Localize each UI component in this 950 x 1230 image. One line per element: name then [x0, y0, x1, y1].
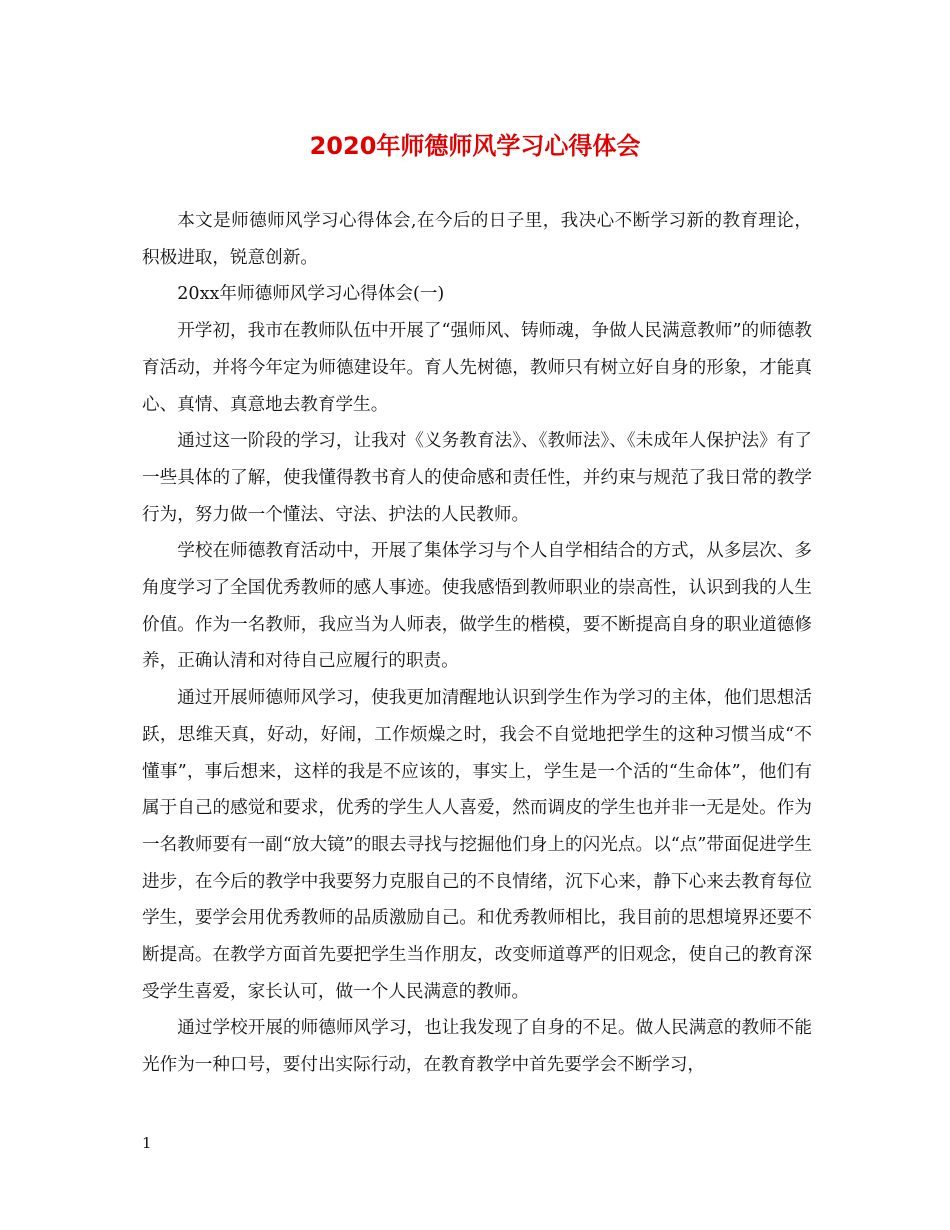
paragraph-4: 通过开展师德师风学习，使我更加清醒地认识到学生作为学习的主体，他们思想活跃，思维天真，好动，好闹，工作烦燥之时，我会不自觉地把学生的这种习惯当成“不懂事”，事后想来，这样的我是不应该的，事实上，学生是一个活的“生命体”，他们有属于自己的感觉和要求，优秀的学生人人喜爱，然而调皮的学生也并非一无是处。作为一名教师要有一副“放大镜”的眼去寻找与挖掘他们身上的闪光点。以“点”带面促进学生进步，在今后的教学中我要努力克服自己的不良情绪，沉下心来，静下心来去教育每位学生，要学会用优秀教师的品质激励自己。和优秀教师相比，我目前的思想境界还要不断提高。在教学方面首先要把学生当作朋友，改变师道尊严的旧观念，使自己的教育深受学生喜爱，家长认可，做一个人民满意的教师。: [142, 688, 812, 1002]
paragraph-2: 通过这一阶段的学习，让我对《义务教育法》、《教师法》、《未成年人保护法》有了一些具体的了解，使我懂得教书育人的使命感和责任性，并约束与规范了我日常的教学行为，努力做一个懂法、守法、护法的人民教师。: [142, 431, 812, 525]
document-title: 2020年师德师风学习心得体会: [309, 132, 641, 160]
paragraph-subheading: 20xx年师德师风学习心得体会(一): [177, 284, 445, 305]
page-number: 1: [142, 1134, 152, 1152]
paragraph-5: 通过学校开展的师德师风学习，也让我发现了自身的不足。做人民满意的教师不能光作为一种口号，要付出实际行动，在教育教学中首先要学会不断学习，: [142, 1018, 812, 1076]
paragraph-intro: 本文是师德师风学习心得体会,在今后的日子里，我决心不断学习新的教育理论，积极进取，锐意创新。: [142, 211, 812, 268]
paragraph-1: 开学初，我市在教师队伍中开展了“强师风、铸师魂，争做人民满意教师”的师德教育活动，并将今年定为师德建设年。育人先树德，教师只有树立好自身的形象，才能真心、真情、真意地去教育学生。: [142, 321, 812, 415]
paragraph-3: 学校在师德教育活动中，开展了集体学习与个人自学相结合的方式，从多层次、多角度学习了全国优秀教师的感人事迹。使我感悟到教师职业的崇高性，认识到我的人生价值。作为一名教师，我应当为人师表，做学生的楷模，要不断提高自身的职业道德修养，正确认清和对待自己应履行的职责。: [142, 541, 812, 672]
document-body: [142, 203, 812, 1084]
